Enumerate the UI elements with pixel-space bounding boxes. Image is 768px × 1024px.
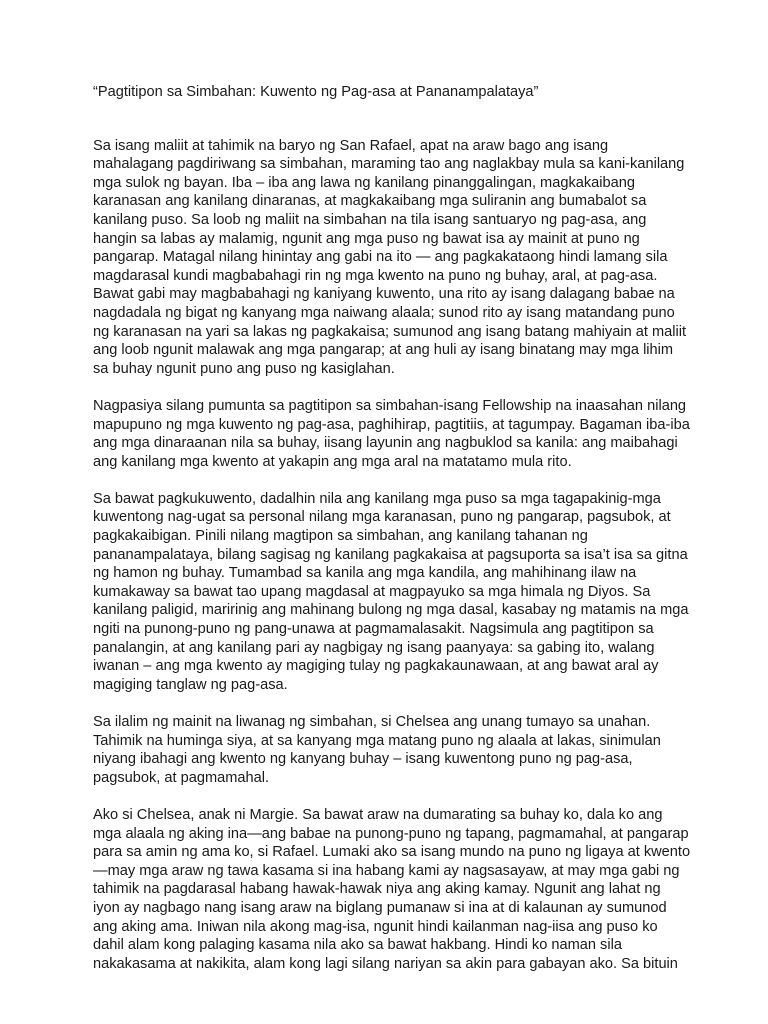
text-line: mga sulok ng bayan. Iba – iba ang lawa ng kanilang pinanggalingan, magkakaibang [93, 174, 635, 191]
paragraph [93, 397, 698, 471]
text-line: ang aking ama. Iniwan nila akong mag-isa, ngunit hindi kailanman nag-iisa ang puso ko [93, 918, 658, 935]
paragraph [93, 490, 698, 695]
text-line: karanasan ang kanilang dinaranas, at magkakaibang mga suliranin ang bumabalot sa [93, 193, 647, 210]
text-line: ng karanasan na yari sa lakas ng pagkakaisa; sumunod ang isang batang mahiyain at maliit [93, 323, 687, 340]
text-line: ang kanilang mga kwento at yakapin ang mga aral na matatamo mula rito. [93, 453, 572, 470]
text-line: Bawat gabi may magbabahagi ng kaniyang kuwento, una rito ay isang dalagang babae na [93, 286, 675, 303]
text-line: Sa bawat pagkukuwento, dadalhin nila ang kanilang mga puso sa mga tagapakinig-mga [93, 490, 661, 507]
text-line: hangin sa labas ay malamig, ngunit ang mga puso ng bawat isa ay mainit at puno ng [93, 230, 640, 247]
paragraph [93, 806, 698, 973]
text-line: niyang ibahagi ang kwento ng kanyang buhay – isang kuwentong puno ng pag-asa, [93, 751, 633, 768]
paragraph [93, 713, 698, 787]
text-line: kanilang paligid, maririnig ang mahinang bulong ng mga dasal, kasabay ng matamis na mga [93, 602, 689, 619]
text-line: Sa ilalim ng mainit na liwanag ng simbahan, si Chelsea ang unang tumayo sa unahan. [93, 714, 651, 730]
document-body [93, 137, 698, 974]
text-line: kumakaway sa bawat tao upang magdasal at magpayuko sa mga himala ng Diyos. Sa [93, 583, 651, 600]
text-line: pagkakaibigan. Pinili nilang magtipon sa simbahan, ang kanilang tahanan ng [93, 528, 588, 545]
text-line: mahalagang pagdiriwang sa simbahan, maraming tao ang naglakbay mula sa kani-kanilang [93, 156, 685, 173]
text-line: iyon ay nagbago nang isang araw na biglang pumanaw si ina at di kalaunan ay sumunod [93, 899, 667, 916]
text-line: nakakasama at nakikita, alam kong lagi silang nariyan sa akin para gabayan ako. Sa bituin [93, 955, 678, 972]
text-line: kuwentong nag-ugat sa personal nilang mga karanasan, puno ng pangarap, pagsubok, at [93, 509, 671, 526]
text-line: —may mga araw ng tawa kasama si ina habang kami ay nagsasayaw, at may mga gabi ng [93, 862, 680, 879]
text-line: magiging tanglaw ng pag-asa. [93, 676, 288, 693]
text-line: iwanan – ang mga kwento ay magiging tulay ng pagkakaunawaan, at ang bawat aral ay [93, 658, 659, 675]
text-line: Tahimik na huminga siya, at sa kanyang mga matang puno ng alaala at lakas, sinimulan [93, 732, 661, 749]
text-line: pangarap. Matagal nilang hinintay ang gabi na ito — ang pagkakataong hindi lamang sila [93, 249, 668, 266]
paragraph [93, 137, 698, 379]
text-line: magdarasal kundi magbabahagi rin ng mga kwento na puno ng buhay, aral, at pag-asa. [93, 267, 658, 284]
text-line: ngiti na punong-puno ng pang-unawa at pagmamalasakit. Nagsimula ang pagtitipon sa [93, 621, 654, 638]
text-line: nagdadala ng bigat ng kanyang mga naiwang alaala; sunod rito ay isang matandang puno [93, 304, 675, 321]
text-line: panalangin, at ang kanilang pari ay nagbigay ng isang paanyaya: sa gabing ito, walang [93, 639, 655, 656]
text-line: kanilang puso. Sa loob ng maliit na simbahan na tila isang santuaryo ng pag-asa, ang [93, 211, 647, 228]
text-line: para sa amin ng ama ko, si Rafael. Lumaki ako sa isang mundo na puno ng ligaya at kwento [93, 844, 691, 861]
text-line: ang loob ngunit malawak ang mga pangarap; at ang huli ay isang binatang may mga lihim [93, 342, 674, 359]
text-line: mapupuno ng mga kuwento ng pag-asa, paghihirap, pagtitiis, at tagumpay. Bagaman iba-iba [93, 416, 690, 433]
text-line: Nagpasiya silang pumunta sa pagtitipon sa simbahan-isang Fellowship na inaasahan nilang [93, 397, 687, 414]
text-line: tahimik na pagdarasal habang hawak-hawak niya ang aking kamay. Ngunit ang lahat ng [93, 881, 661, 898]
text-line: pananampalataya, bilang sagisag ng kanilang pagkakaisa at pagsuporta sa isa’t isa sa gitna [93, 546, 688, 563]
text-line: Sa isang maliit at tahimik na baryo ng San Rafael, apat na araw bago ang isang [93, 137, 609, 154]
text-line: pagsubok, at pagmamahal. [93, 769, 270, 786]
text-line: mga alaala ng aking ina—ang babae na punong-puno ng tapang, pagmamahal, at pangarap [93, 825, 689, 842]
text-line: dahil alam kong palaging kasama nila ako sa bawat hakbang. Hindi ko naman sila [93, 937, 622, 954]
text-line: ang mga dinaraanan nila sa buhay, iisang layunin ang nagbuklod sa kanila: ang maibahagi [93, 435, 678, 452]
text-line: sa buhay ngunit puno ang puso ng kasiglahan. [93, 360, 395, 377]
text-line: ng hamon ng buhay. Tumambad sa kanila ang mga kandila, ang mahihinang ilaw na [93, 565, 637, 582]
text-line: Ako si Chelsea, anak ni Margie. Sa bawat araw na dumarating sa buhay ko, dala ko ang [93, 806, 663, 823]
document-title: “Pagtitipon sa Simbahan: Kuwento ng Pag-asa at Pananampalataya” [93, 84, 539, 100]
